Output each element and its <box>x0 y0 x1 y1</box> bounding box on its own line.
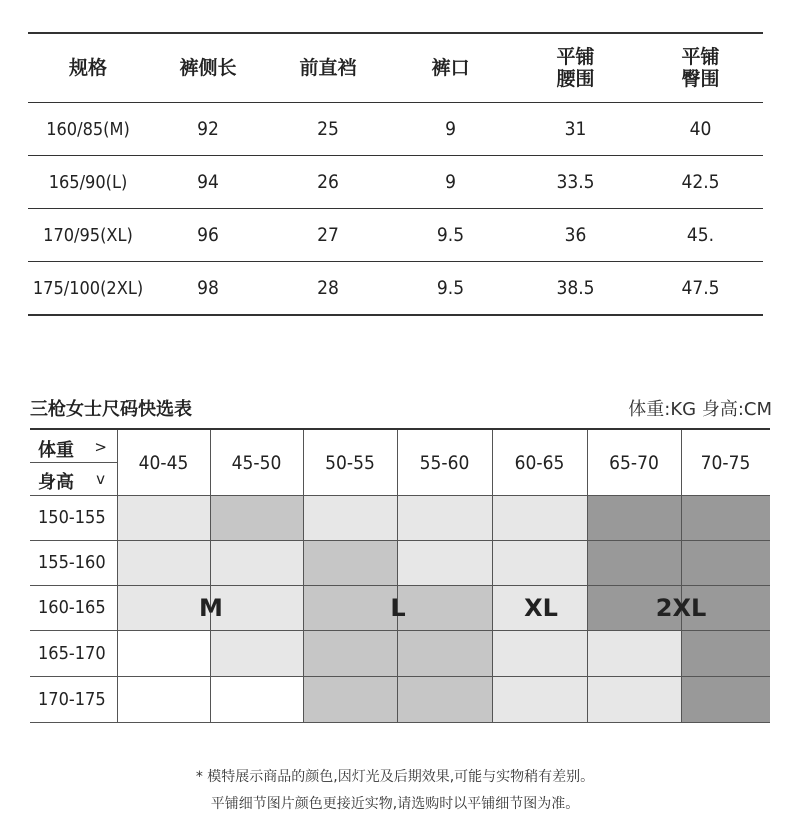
grid-line <box>30 495 770 496</box>
weight-header: 60-65 <box>514 451 565 474</box>
footnote-line-2: 平铺细节图片颜色更接近实物,请选购时以平铺细节图为准。 <box>210 796 580 812</box>
header-outseam: 裤侧长 <box>179 57 237 79</box>
size-label-xl: XL <box>524 594 558 622</box>
cell-hip: 40 <box>638 103 763 156</box>
header-spec: 规格 <box>68 57 107 79</box>
weight-header: 55-60 <box>419 451 470 474</box>
cell-leg-opening: 9 <box>388 103 513 156</box>
grid-line <box>30 630 770 631</box>
corner-height-label: 身高 <box>38 472 74 493</box>
cell-spec: 165/90(L) <box>28 156 148 209</box>
grid-fill <box>587 495 770 540</box>
height-header: 155-160 <box>38 552 106 573</box>
cell-front-rise: 26 <box>268 156 388 209</box>
grid-fill <box>303 540 397 585</box>
cell-hip: 47.5 <box>638 262 763 316</box>
cell-spec: 175/100(2XL) <box>28 262 148 316</box>
corner-height-mark: v <box>96 470 105 488</box>
cell-spec: 160/85(M) <box>28 103 148 156</box>
header-front-rise: 前直裆 <box>299 57 357 79</box>
grid-line <box>30 676 770 677</box>
grid-fill <box>681 676 770 723</box>
height-header: 160-165 <box>38 597 106 618</box>
grid-fill <box>210 630 303 676</box>
table-row <box>28 262 763 316</box>
corner-divider <box>30 462 117 463</box>
cell-front-rise: 28 <box>268 262 388 316</box>
size-label-2xl: 2XL <box>655 594 707 622</box>
cell-waist: 38.5 <box>513 262 638 316</box>
cell-leg-opening: 9.5 <box>388 262 513 316</box>
grid-fill <box>587 540 770 585</box>
quick-chart-units: 体重:KG 身高:CM <box>628 399 772 420</box>
weight-header: 70-75 <box>700 451 751 474</box>
corner-weight <box>38 436 74 462</box>
size-table <box>28 32 763 316</box>
height-header: 150-155 <box>38 507 106 528</box>
cell-waist: 31 <box>513 103 638 156</box>
weight-header: 65-70 <box>609 451 659 474</box>
weight-header: 40-45 <box>138 451 189 474</box>
header-hip <box>638 33 763 103</box>
size-label-l: L <box>390 594 406 622</box>
grid-fill <box>210 495 303 540</box>
cell-waist: 36 <box>513 209 638 262</box>
header-waist-l1: 平铺 <box>556 46 595 68</box>
corner-weight-mark: > <box>94 438 107 456</box>
header-hip-l2: 臀围 <box>681 68 720 90</box>
cell-spec: 170/95(XL) <box>28 209 148 262</box>
table-row <box>28 209 763 262</box>
grid-fill <box>681 630 770 676</box>
corner-weight-label: 体重 <box>38 440 74 461</box>
cell-outseam: 94 <box>148 156 268 209</box>
cell-leg-opening: 9.5 <box>388 209 513 262</box>
height-header: 170-175 <box>38 689 106 710</box>
grid-line <box>30 585 770 586</box>
cell-hip: 45. <box>638 209 763 262</box>
grid-line <box>30 722 770 723</box>
weight-header: 50-55 <box>325 451 375 474</box>
cell-outseam: 98 <box>148 262 268 316</box>
quick-chart-title: 三枪女士尺码快选表 <box>30 399 192 420</box>
grid-line <box>30 540 770 541</box>
corner-height <box>38 468 74 494</box>
cell-front-rise: 27 <box>268 209 388 262</box>
header-leg-opening: 裤口 <box>431 57 470 79</box>
grid-fill <box>492 495 587 540</box>
footnote-line-1: * 模特展示商品的颜色,因灯光及后期效果,可能与实物稍有差别。 <box>195 769 595 785</box>
grid-fill <box>117 495 210 540</box>
cell-waist: 33.5 <box>513 156 638 209</box>
header-waist <box>513 33 638 103</box>
cell-outseam: 92 <box>148 103 268 156</box>
header-hip-l1: 平铺 <box>681 46 720 68</box>
cell-hip: 42.5 <box>638 156 763 209</box>
weight-header: 45-50 <box>231 451 282 474</box>
header-waist-l2: 腰围 <box>556 68 595 90</box>
cell-outseam: 96 <box>148 209 268 262</box>
height-header: 165-170 <box>38 642 106 664</box>
size-quick-grid <box>30 430 770 723</box>
size-label-m: M <box>199 594 223 622</box>
cell-front-rise: 25 <box>268 103 388 156</box>
table-row <box>28 156 763 209</box>
grid-corner <box>30 430 117 495</box>
table-row <box>28 103 763 156</box>
cell-leg-opening: 9 <box>388 156 513 209</box>
size-table-header-row <box>28 33 763 103</box>
